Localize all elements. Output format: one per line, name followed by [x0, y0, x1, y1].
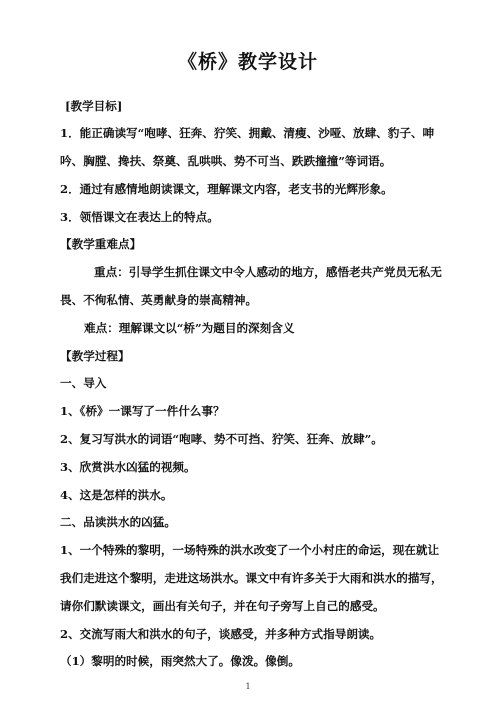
- objective-3: 3．领悟课文在表达上的特点。: [60, 210, 219, 224]
- part-2-item-2: 2、交流写雨大和洪水的句子，谈感受，并多种方式指导朗读。: [60, 627, 382, 641]
- section-heading-objectives: [教学目标]: [65, 99, 123, 113]
- page-number: 1: [245, 682, 251, 691]
- objective-1-line-1: 1．能正确读写“咆哮、狂奔、狞笑、拥戴、清瘦、沙哑、放肆、豹子、呻: [60, 126, 435, 140]
- section-heading-process: 【教学过程】: [60, 349, 130, 363]
- part-1-heading: 一、导入: [60, 376, 107, 390]
- part-2-sub-item-1: （1）黎明的时候，雨突然大了。像泼。像倒。: [60, 654, 300, 668]
- step-2: 2、复习写洪水的词语“咆哮、势不可挡、狞笑、狂奔、放肆”。: [60, 432, 383, 446]
- step-4: 4、这是怎样的洪水。: [60, 488, 173, 502]
- step-3: 3、欣赏洪水凶猛的视频。: [60, 460, 196, 474]
- part-2-item-1-line-1: 1、一个特殊的黎明，一场特殊的洪水改变了一个小村庄的命运，现在就让: [60, 543, 440, 557]
- difficulty-line: 难点：理解课文以“桥”为题目的深刻含义: [84, 321, 295, 335]
- objective-2: 2．通过有感情地朗读课文，理解课文内容，老支书的光辉形象。: [60, 182, 393, 196]
- key-point-line-2: 畏、不徇私情、英勇献身的崇高精神。: [60, 293, 258, 307]
- part-2-heading: 二、品读洪水的凶猛。: [60, 515, 176, 529]
- section-heading-key-points: 【教学重难点】: [60, 237, 142, 251]
- part-2-item-1-line-2: 我们走进这个黎明，走进这场洪水。课文中有许多关于大雨和洪水的描写，: [60, 571, 443, 585]
- objective-1-line-2: 吟、胸膛、搀扶、祭奠、乱哄哄、势不可当、跌跌撞撞”等词语。: [60, 154, 392, 168]
- document-title: 《桥》教学设计: [177, 51, 318, 73]
- part-2-item-1-line-3: 请你们默读课文，画出有关句子，并在句子旁写上自己的感受。: [60, 599, 385, 613]
- key-point-line-1: 重点：引导学生抓住课文中令人感动的地方，感悟老共产党员无私无: [94, 265, 442, 279]
- step-1: 1、《桥》一课写了一件什么事？: [60, 404, 225, 418]
